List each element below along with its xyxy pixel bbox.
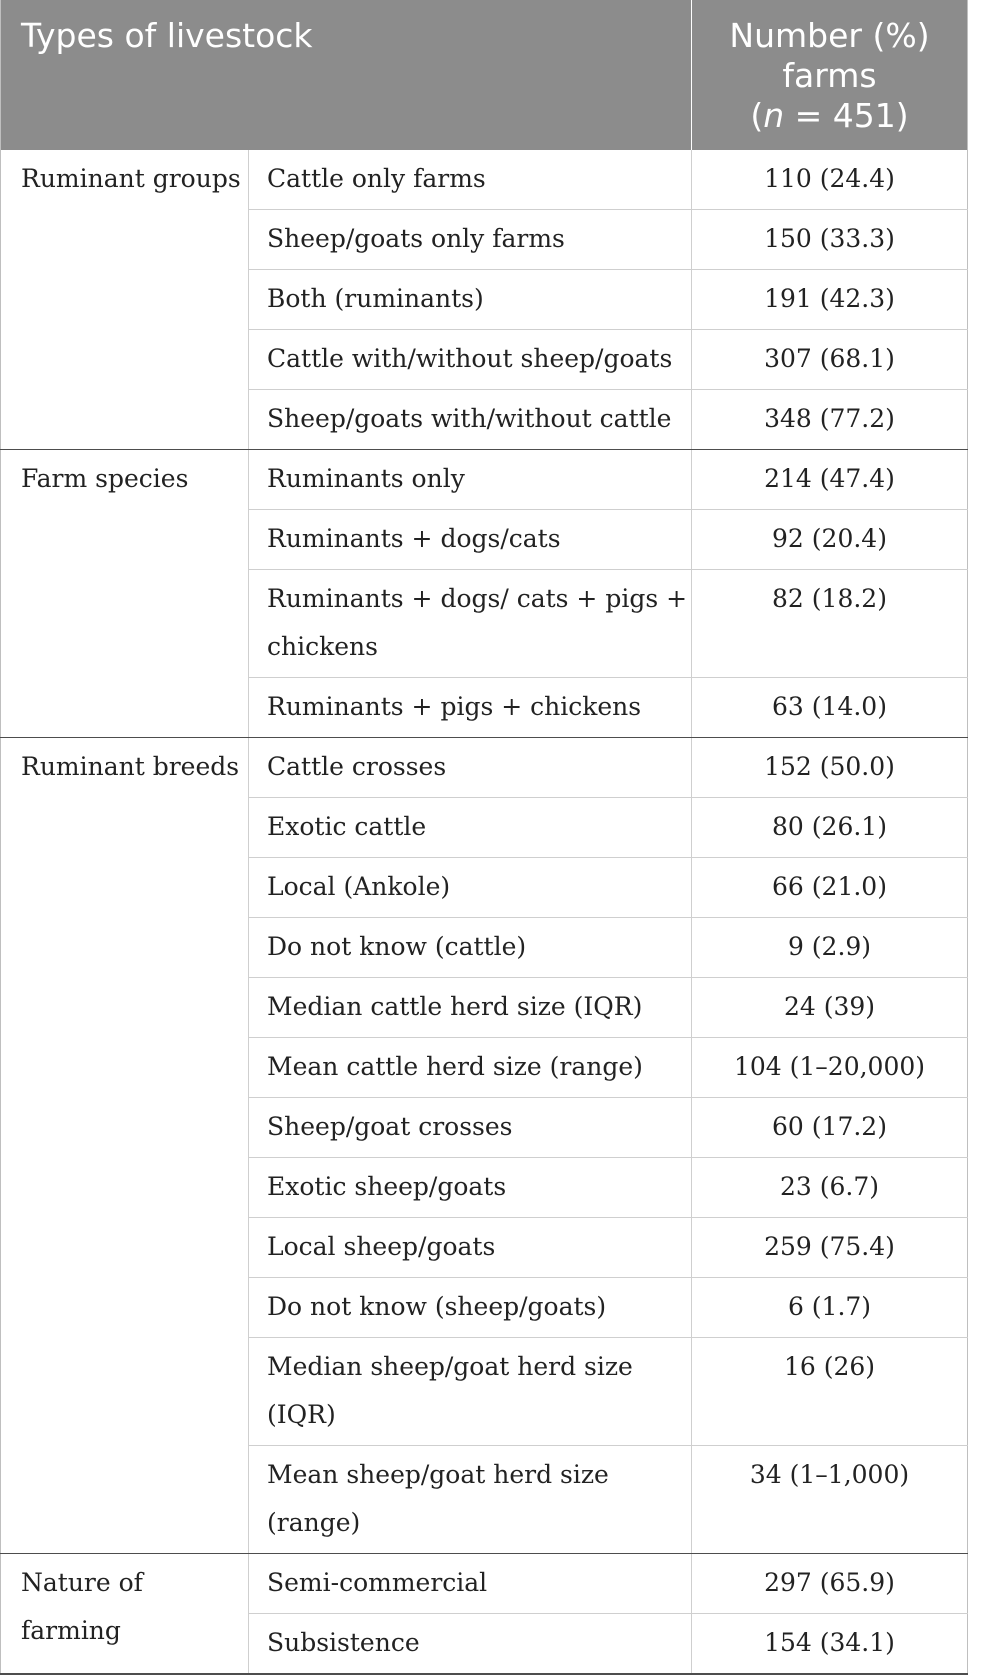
table-header [1, 0, 968, 150]
header-number-line3 [692, 96, 967, 136]
row-item-label: Local sheep/goats [249, 1218, 692, 1278]
row-value: 150 (33.3) [692, 210, 968, 270]
row-item-label: Do not know (cattle) [249, 918, 692, 978]
row-value: 9 (2.9) [692, 918, 968, 978]
row-item-label: Subsistence [249, 1614, 692, 1675]
row-value: 34 (1–1,000) [692, 1446, 968, 1554]
row-value: 80 (26.1) [692, 798, 968, 858]
row-item-label: Sheep/goats with/without cattle [249, 390, 692, 450]
row-value: 297 (65.9) [692, 1554, 968, 1614]
row-value: 259 (75.4) [692, 1218, 968, 1278]
header-paren: ( [750, 96, 764, 135]
row-value: 16 (26) [692, 1338, 968, 1446]
row-value: 152 (50.0) [692, 738, 968, 798]
row-item-label: Median sheep/goat herd size (IQR) [249, 1338, 692, 1446]
group-label: Ruminant groups [1, 150, 249, 450]
row-item-label: Ruminants + dogs/cats [249, 510, 692, 570]
row-item-label: Ruminants + pigs + chickens [249, 678, 692, 738]
row-item-label: Cattle with/without sheep/goats [249, 330, 692, 390]
row-value: 82 (18.2) [692, 570, 968, 678]
row-value: 60 (17.2) [692, 1098, 968, 1158]
row-value: 24 (39) [692, 978, 968, 1038]
row-value: 6 (1.7) [692, 1278, 968, 1338]
row-value: 63 (14.0) [692, 678, 968, 738]
row-value: 154 (34.1) [692, 1614, 968, 1675]
row-item-label: Exotic cattle [249, 798, 692, 858]
header-number-farms [692, 0, 968, 150]
table-row [1, 738, 968, 798]
group-label: Ruminant breeds [1, 738, 249, 1554]
row-value: 104 (1–20,000) [692, 1038, 968, 1098]
header-n-value: = 451) [784, 96, 909, 135]
table-row [1, 150, 968, 210]
row-value: 348 (77.2) [692, 390, 968, 450]
row-item-label: Ruminants only [249, 450, 692, 510]
row-value: 214 (47.4) [692, 450, 968, 510]
row-item-label: Cattle only farms [249, 150, 692, 210]
row-value: 191 (42.3) [692, 270, 968, 330]
header-number-line2: farms [782, 56, 877, 95]
row-item-label: Local (Ankole) [249, 858, 692, 918]
row-value: 110 (24.4) [692, 150, 968, 210]
row-item-label: Mean sheep/goat herd size (range) [249, 1446, 692, 1554]
row-item-label: Cattle crosses [249, 738, 692, 798]
header-types-of-livestock: Types of livestock [1, 0, 692, 150]
row-value: 92 (20.4) [692, 510, 968, 570]
table-row [1, 1554, 968, 1614]
table-body [1, 150, 968, 1674]
header-number-line1: Number (%) [729, 16, 930, 55]
group-label: Farm species [1, 450, 249, 738]
row-value: 307 (68.1) [692, 330, 968, 390]
row-value: 23 (6.7) [692, 1158, 968, 1218]
header-n: n [763, 96, 785, 135]
row-item-label: Exotic sheep/goats [249, 1158, 692, 1218]
row-item-label: Median cattle herd size (IQR) [249, 978, 692, 1038]
row-value: 66 (21.0) [692, 858, 968, 918]
row-item-label: Ruminants + dogs/ cats + pigs + chickens [249, 570, 692, 678]
row-item-label: Semi-commercial [249, 1554, 692, 1614]
row-item-label: Both (ruminants) [249, 270, 692, 330]
row-item-label: Mean cattle herd size (range) [249, 1038, 692, 1098]
table-row [1, 450, 968, 510]
row-item-label: Do not know (sheep/goats) [249, 1278, 692, 1338]
group-label: Nature of farming [1, 1554, 249, 1675]
row-item-label: Sheep/goats only farms [249, 210, 692, 270]
row-item-label: Sheep/goat crosses [249, 1098, 692, 1158]
